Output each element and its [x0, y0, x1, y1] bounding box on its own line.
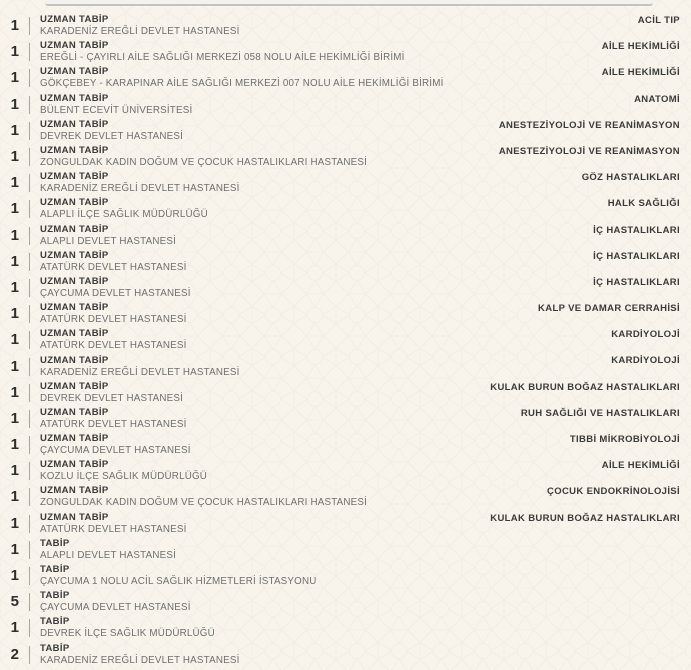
position-info: [40, 381, 183, 405]
institution-name: ATATÜRK DEVLET HASTANESİ: [40, 523, 187, 535]
specialty-label: KARDİYOLOJİ: [611, 355, 680, 367]
position-info: [40, 66, 444, 90]
institution-name: KOZLU İLÇE SAĞLIK MÜDÜRLÜĞÜ: [40, 471, 208, 483]
position-info: [40, 93, 192, 117]
position-count: 1: [10, 226, 19, 244]
position-count: 1: [10, 121, 19, 139]
position-count: 1: [10, 409, 19, 427]
position-title: UZMAN TABİP: [40, 171, 109, 183]
institution-name: ALAPLI DEVLET HASTANESİ: [40, 235, 177, 247]
position-count: 1: [10, 514, 19, 532]
position-count: 1: [10, 567, 19, 585]
specialty-label: ANATOMİ: [634, 93, 680, 105]
position-count: 1: [10, 488, 19, 506]
specialty-label: İÇ HASTALIKLARI: [593, 276, 680, 288]
position-title: UZMAN TABİP: [40, 249, 109, 261]
position-row: [0, 39, 691, 65]
vertical-divider: [29, 646, 30, 664]
position-info: [40, 355, 240, 379]
position-info: [40, 564, 317, 588]
position-title: UZMAN TABİP: [40, 328, 109, 340]
vertical-divider: [29, 358, 30, 376]
position-row: [0, 13, 691, 39]
vertical-divider: [29, 384, 30, 402]
institution-name: ÇAYCUMA DEVLET HASTANESİ: [40, 445, 191, 457]
specialty-label: ANESTEZİYOLOJİ VE REANİMASYON: [498, 119, 680, 131]
specialty-label: ANESTEZİYOLOJİ VE REANİMASYON: [498, 145, 680, 157]
position-info: [40, 14, 240, 38]
position-title: UZMAN TABİP: [40, 302, 109, 314]
vertical-divider: [29, 488, 30, 506]
position-row: [0, 196, 691, 222]
specialty-label: ACİL TIP: [637, 15, 680, 26]
position-row: [0, 118, 691, 144]
specialty-label: İÇ HASTALIKLARI: [593, 224, 680, 236]
position-count: 1: [10, 252, 19, 270]
specialty-label: İÇ HASTALIKLARI: [593, 250, 680, 262]
vertical-divider: [29, 200, 30, 218]
institution-name: GÖKÇEBEY - KARAPINAR AİLE SAĞLIĞI MERKEZİ 007 NOLU AİLE HEKİMLİĞİ BİRİMİ: [40, 78, 444, 90]
position-title: TABİP: [40, 642, 70, 654]
position-title: UZMAN TABİP: [40, 433, 109, 445]
institution-name: ÇAYCUMA 1 NOLU ACİL SAĞLIK HİZMETLERİ İSTASYONU: [40, 576, 317, 588]
vertical-divider: [29, 541, 30, 559]
position-count: 1: [10, 436, 19, 454]
institution-name: DEVREK İLÇE SAĞLIK MÜDÜRLÜĞÜ: [40, 628, 215, 640]
position-info: [40, 407, 187, 431]
position-title: UZMAN TABİP: [40, 485, 109, 497]
position-count: 1: [10, 43, 19, 61]
position-info: [40, 616, 215, 640]
position-info: [40, 250, 187, 274]
position-count: 1: [10, 148, 19, 166]
vertical-divider: [29, 515, 30, 533]
top-divider-bar: [45, 0, 653, 6]
vertical-divider: [29, 305, 30, 323]
position-row: [0, 144, 691, 170]
institution-name: ZONGULDAK KADIN DOĞUM VE ÇOCUK HASTALIKLARI HASTANESİ: [40, 497, 368, 509]
institution-name: ZONGULDAK KADIN DOĞUM VE ÇOCUK HASTALIKLARI HASTANESİ: [40, 157, 368, 169]
specialty-label: KALP VE DAMAR CERRAHİSİ: [538, 303, 680, 315]
specialty-label: AİLE HEKİMLİĞİ: [601, 67, 680, 79]
position-title: TABİP: [40, 616, 70, 628]
institution-name: DEVREK DEVLET HASTANESİ: [40, 130, 184, 142]
position-row: [0, 301, 691, 327]
position-row: [0, 327, 691, 353]
position-info: [40, 590, 191, 614]
position-info: [40, 197, 208, 221]
position-row: [0, 511, 691, 537]
position-count: 1: [10, 174, 19, 192]
position-info: [40, 328, 187, 352]
institution-name: EREĞLİ - ÇAYIRLI AİLE SAĞLIĞI MERKEZİ 058 NOLU AİLE HEKİMLİĞİ BİRİMİ: [40, 52, 405, 64]
institution-name: BÜLENT ECEVİT ÜNİVERSİTESİ: [40, 104, 193, 116]
position-row: [0, 563, 691, 589]
position-info: [40, 40, 405, 64]
position-count: 1: [10, 17, 19, 35]
position-count: 1: [10, 69, 19, 87]
position-count: 2: [10, 645, 19, 663]
specialty-label: RUH SAĞLIĞI VE HASTALIKLARI: [520, 407, 680, 419]
specialty-label: KARDİYOLOJİ: [611, 329, 680, 341]
institution-name: KARADENİZ EREĞLİ DEVLET HASTANESİ: [40, 366, 240, 378]
vertical-divider: [29, 593, 30, 611]
specialty-label: ÇOCUK ENDOKRİNOLOJİSİ: [547, 486, 680, 498]
position-count: 1: [10, 200, 19, 218]
position-title: UZMAN TABİP: [40, 197, 109, 209]
position-info: [40, 643, 240, 667]
specialty-label: GÖZ HASTALIKLARI: [581, 172, 680, 184]
institution-name: ATATÜRK DEVLET HASTANESİ: [40, 314, 187, 326]
position-row: [0, 275, 691, 301]
vertical-divider: [29, 436, 30, 454]
position-count: 5: [10, 593, 19, 611]
vertical-divider: [29, 567, 30, 585]
specialty-label: AİLE HEKİMLİĞİ: [601, 41, 680, 53]
position-title: UZMAN TABİP: [40, 511, 109, 523]
position-title: UZMAN TABİP: [40, 354, 109, 366]
vertical-divider: [29, 227, 30, 245]
position-count: 1: [10, 357, 19, 375]
position-title: UZMAN TABİP: [40, 459, 109, 471]
position-title: TABİP: [40, 537, 70, 549]
position-title: UZMAN TABİP: [40, 66, 109, 78]
position-info: [40, 276, 191, 300]
position-row: [0, 170, 691, 196]
vertical-divider: [29, 462, 30, 480]
position-title: UZMAN TABİP: [40, 223, 109, 235]
position-title: UZMAN TABİP: [40, 145, 109, 157]
position-row: [0, 65, 691, 91]
position-row: [0, 249, 691, 275]
position-list: [0, 13, 691, 668]
position-count: 1: [10, 331, 19, 349]
vertical-divider: [29, 122, 30, 140]
specialty-label: TIBBİ MİKROBİYOLOJİ: [569, 434, 680, 445]
institution-name: KARADENİZ EREĞLİ DEVLET HASTANESİ: [40, 654, 240, 666]
vertical-divider: [29, 279, 30, 297]
position-row: [0, 406, 691, 432]
institution-name: DEVREK DEVLET HASTANESİ: [40, 392, 184, 404]
specialty-label: KULAK BURUN BOĞAZ HASTALIKLARI: [490, 512, 680, 524]
institution-name: ALAPLI İLÇE SAĞLIK MÜDÜRLÜĞÜ: [40, 209, 208, 221]
vertical-divider: [29, 174, 30, 192]
position-row: [0, 642, 691, 668]
institution-name: ÇAYCUMA DEVLET HASTANESİ: [40, 287, 191, 299]
position-title: UZMAN TABİP: [40, 92, 109, 104]
position-row: [0, 92, 691, 118]
position-row: [0, 537, 691, 563]
position-count: 1: [10, 95, 19, 113]
institution-name: ATATÜRK DEVLET HASTANESİ: [40, 340, 187, 352]
institution-name: ALAPLI DEVLET HASTANESİ: [40, 549, 177, 561]
vertical-divider: [29, 17, 30, 35]
specialty-label: KULAK BURUN BOĞAZ HASTALIKLARI: [490, 381, 680, 393]
position-title: UZMAN TABİP: [40, 406, 109, 418]
position-count: 1: [10, 462, 19, 480]
vertical-divider: [29, 410, 30, 428]
position-info: [40, 459, 207, 483]
vertical-divider: [29, 96, 30, 114]
position-row: [0, 589, 691, 615]
institution-name: KARADENİZ EREĞLİ DEVLET HASTANESİ: [40, 183, 240, 195]
vertical-divider: [29, 253, 30, 271]
position-title: UZMAN TABİP: [40, 275, 109, 287]
position-row: [0, 380, 691, 406]
position-info: [40, 119, 183, 143]
vertical-divider: [29, 43, 30, 61]
position-row: [0, 432, 691, 458]
position-row: [0, 615, 691, 641]
position-info: [40, 145, 367, 169]
position-row: [0, 223, 691, 249]
position-count: 1: [10, 383, 19, 401]
position-info: [40, 538, 176, 562]
position-count: 1: [10, 619, 19, 637]
position-info: [40, 302, 187, 326]
position-title: UZMAN TABİP: [40, 118, 109, 130]
vertical-divider: [29, 619, 30, 637]
position-row: [0, 353, 691, 379]
position-info: [40, 171, 240, 195]
position-info: [40, 512, 187, 536]
position-count: 1: [10, 540, 19, 558]
position-count: 1: [10, 305, 19, 323]
position-title: TABİP: [40, 590, 70, 602]
institution-name: KARADENİZ EREĞLİ DEVLET HASTANESİ: [40, 26, 240, 38]
specialty-label: AİLE HEKİMLİĞİ: [601, 460, 680, 472]
position-title: UZMAN TABİP: [40, 14, 109, 26]
specialty-label: HALK SAĞLIĞI: [607, 198, 680, 210]
position-row: [0, 458, 691, 484]
vertical-divider: [29, 331, 30, 349]
position-title: TABİP: [40, 564, 70, 576]
position-info: [40, 433, 191, 457]
position-info: [40, 485, 367, 509]
position-row: [0, 484, 691, 510]
position-title: UZMAN TABİP: [40, 380, 109, 392]
vertical-divider: [29, 69, 30, 87]
institution-name: ATATÜRK DEVLET HASTANESİ: [40, 418, 187, 430]
vertical-divider: [29, 148, 30, 166]
position-count: 1: [10, 278, 19, 296]
institution-name: ÇAYCUMA DEVLET HASTANESİ: [40, 602, 191, 614]
institution-name: ATATÜRK DEVLET HASTANESİ: [40, 261, 187, 273]
position-title: UZMAN TABİP: [40, 40, 109, 52]
position-info: [40, 224, 176, 248]
